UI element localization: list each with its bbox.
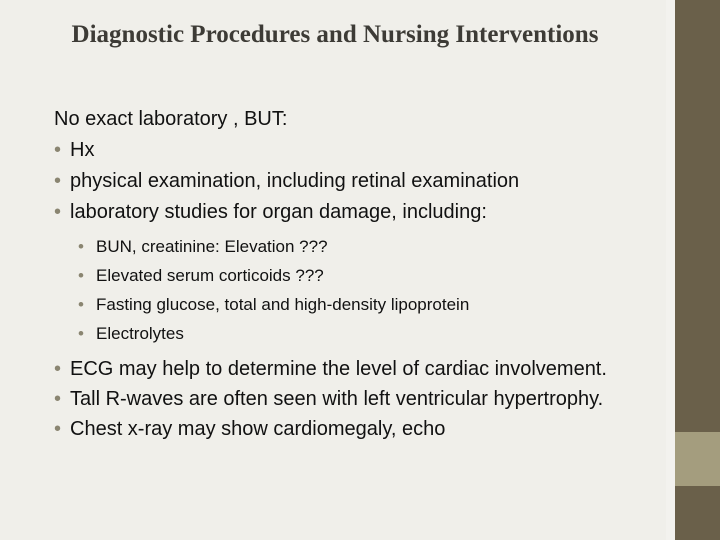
bullet-icon: •	[54, 201, 62, 223]
side-panel-block-dark	[675, 0, 720, 432]
sub-list-item-text: Elevated serum corticoids ???	[96, 266, 324, 285]
side-panel-block-dark-bottom	[675, 486, 720, 540]
sub-list-item-text: Fasting glucose, total and high-density lipoprotein	[96, 295, 470, 314]
bullet-icon: •	[78, 324, 84, 343]
bullet-icon: •	[54, 388, 62, 410]
bullet-icon: •	[54, 358, 62, 380]
slide-title: Diagnostic Procedures and Nursing Interventions	[71, 21, 599, 48]
sub-list-item	[78, 261, 654, 290]
sub-list-item	[78, 319, 654, 348]
list-item-text: physical examination, including retinal examination	[70, 170, 520, 192]
bullet-icon: •	[78, 266, 84, 285]
sub-list-item	[78, 290, 654, 319]
bullet-icon: •	[54, 139, 62, 161]
list-item	[54, 386, 654, 412]
list-item	[54, 356, 654, 382]
bullet-list	[54, 135, 654, 228]
list-item	[54, 197, 654, 228]
decorative-side-panel	[666, 0, 720, 540]
intro-text: No exact laboratory , BUT:	[54, 108, 288, 130]
tail-bullet-list	[54, 356, 654, 442]
list-item-text: laboratory studies for organ damage, including:	[70, 201, 487, 223]
list-item	[54, 166, 654, 197]
sub-list-item-text: BUN, creatinine: Elevation ???	[96, 237, 328, 256]
sub-list-item	[78, 232, 654, 261]
list-item-text: Tall R-waves are often seen with left ventricular hypertrophy.	[70, 388, 604, 410]
bullet-icon: •	[78, 295, 84, 314]
bullet-icon: •	[54, 170, 62, 192]
sub-list-item-text: Electrolytes	[96, 324, 184, 343]
bullet-icon: •	[54, 418, 62, 440]
list-item-text: ECG may help to determine the level of cardiac involvement.	[70, 358, 607, 380]
side-panel-block-light	[675, 432, 720, 486]
list-item-text: Chest x-ray may show cardiomegaly, echo	[70, 418, 446, 440]
side-panel-divider	[666, 0, 675, 540]
bullet-icon: •	[78, 237, 84, 256]
list-item	[54, 416, 654, 442]
list-item	[54, 135, 654, 166]
sub-bullet-list	[78, 232, 654, 348]
slide-body	[54, 104, 654, 446]
list-item-text: Hx	[70, 139, 95, 161]
